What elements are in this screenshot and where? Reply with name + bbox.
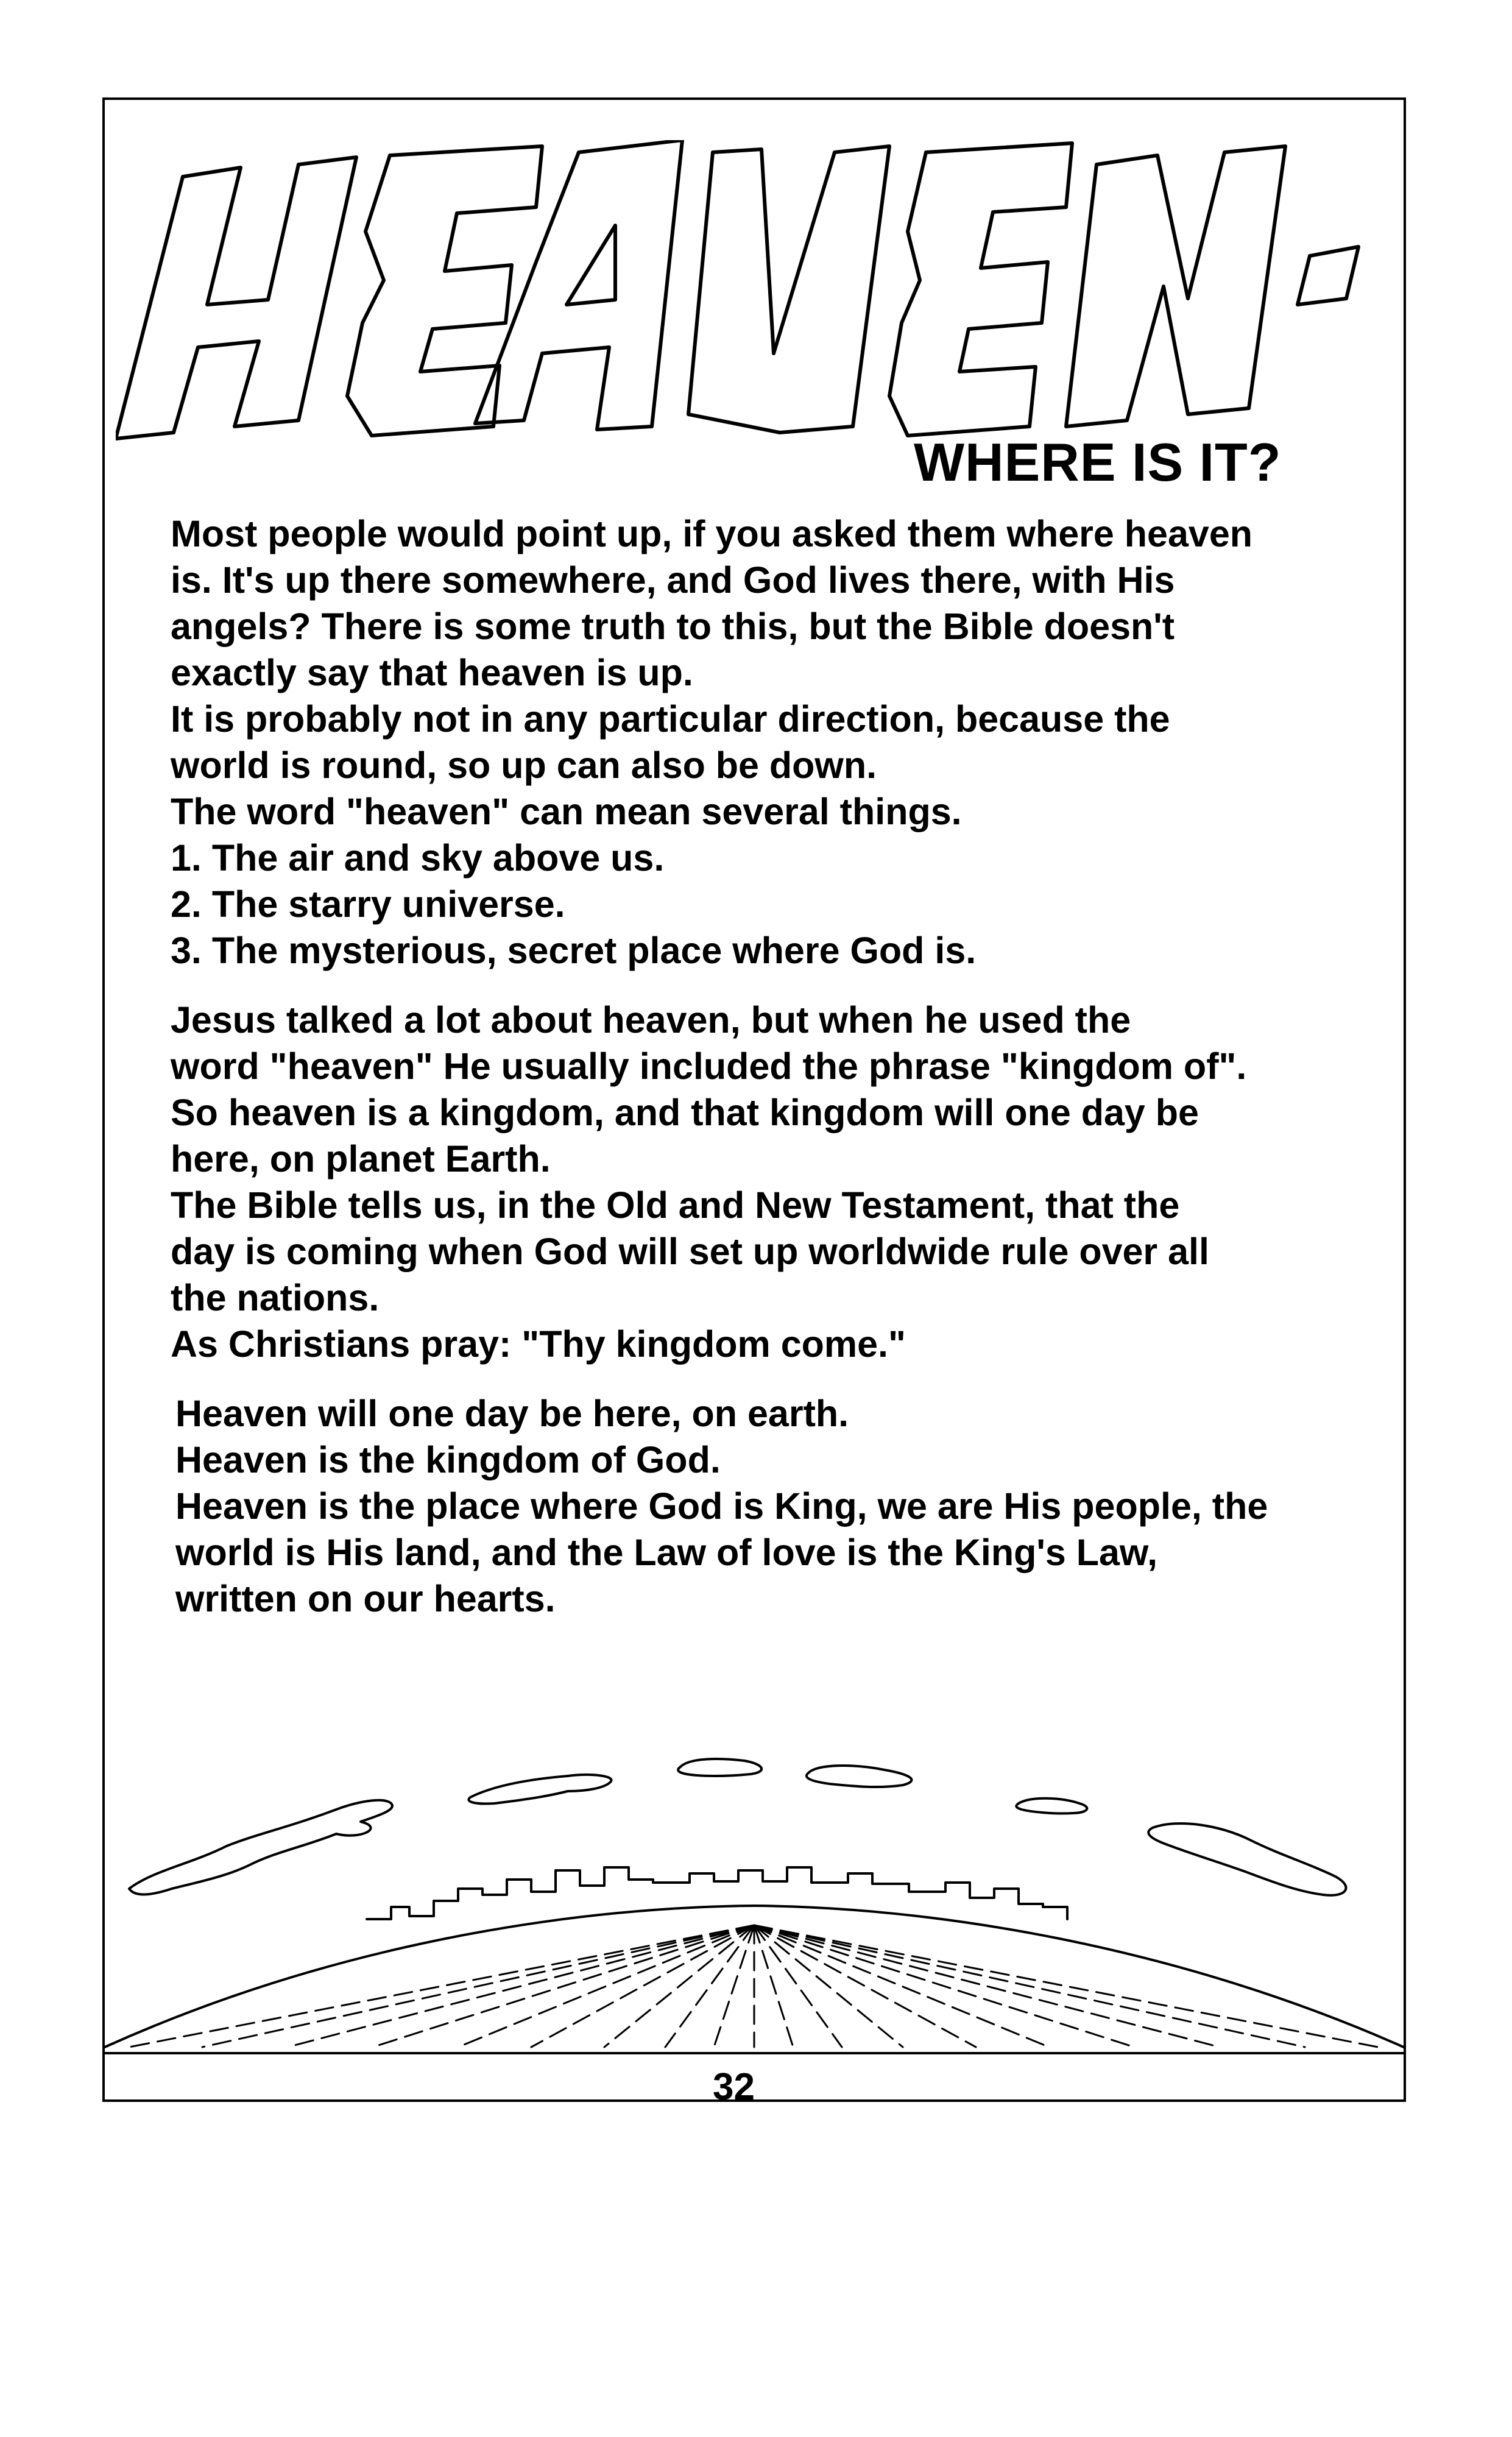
cloud-icon	[129, 1800, 392, 1895]
text-line: world is round, so up can also be down.	[171, 745, 877, 786]
text-line: day is coming when God will set up worldwide rule over all	[171, 1231, 1209, 1272]
cloud-icon	[678, 1759, 761, 1776]
text-line: It is probably not in any particular direction, because the	[171, 698, 1170, 740]
text-line: Jesus talked a lot about heaven, but when he used the	[171, 999, 1131, 1041]
text-line: exactly say that heaven is up.	[171, 652, 693, 693]
cloud-icon	[468, 1775, 611, 1803]
text-line: written on our hearts.	[175, 1578, 556, 1619]
title-heaven	[116, 140, 1395, 463]
text-line: the nations.	[171, 1277, 380, 1318]
text-line: So heaven is a kingdom, and that kingdom will one day be	[171, 1092, 1199, 1133]
text-line: angels? There is some truth to this, but the Bible doesn't	[171, 606, 1175, 647]
text-line: word "heaven" He usually included the phrase "kingdom of".	[171, 1045, 1247, 1087]
subtitle: WHERE IS IT?	[914, 432, 1282, 492]
cloud-icon	[1016, 1799, 1087, 1814]
text-line: Most people would point up, if you asked them where heaven	[171, 513, 1252, 554]
text-line: is. It's up there somewhere, and God lives there, with His	[171, 559, 1175, 601]
cloud-icon	[807, 1766, 912, 1787]
text-line: here, on planet Earth.	[171, 1138, 551, 1180]
page-number: 32	[713, 2066, 755, 2108]
paragraph-2	[171, 997, 1246, 1367]
text-line: world is His land, and the Law of love is the King's Law,	[175, 1532, 1158, 1573]
city-skyline	[367, 1867, 1067, 1919]
text-line: Heaven is the place where God is King, we are His people, the	[175, 1485, 1268, 1527]
text-line: As Christians pray: "Thy kingdom come."	[171, 1323, 906, 1365]
cloud-icon	[1148, 1823, 1346, 1895]
list-item: 1. The air and sky above us.	[171, 837, 665, 879]
text-line: The Bible tells us, in the Old and New Testament, that the	[171, 1184, 1180, 1226]
text-line: Heaven will one day be here, on earth.	[175, 1393, 849, 1434]
paragraph-3	[175, 1390, 1268, 1622]
list-item: 2. The starry universe.	[171, 883, 565, 925]
text-line: The word "heaven" can mean several things.	[171, 791, 962, 832]
list-item: 3. The mysterious, secret place where God is.	[171, 930, 977, 971]
text-line: Heaven is the kingdom of God.	[175, 1439, 721, 1480]
paragraph-1	[171, 511, 1252, 974]
